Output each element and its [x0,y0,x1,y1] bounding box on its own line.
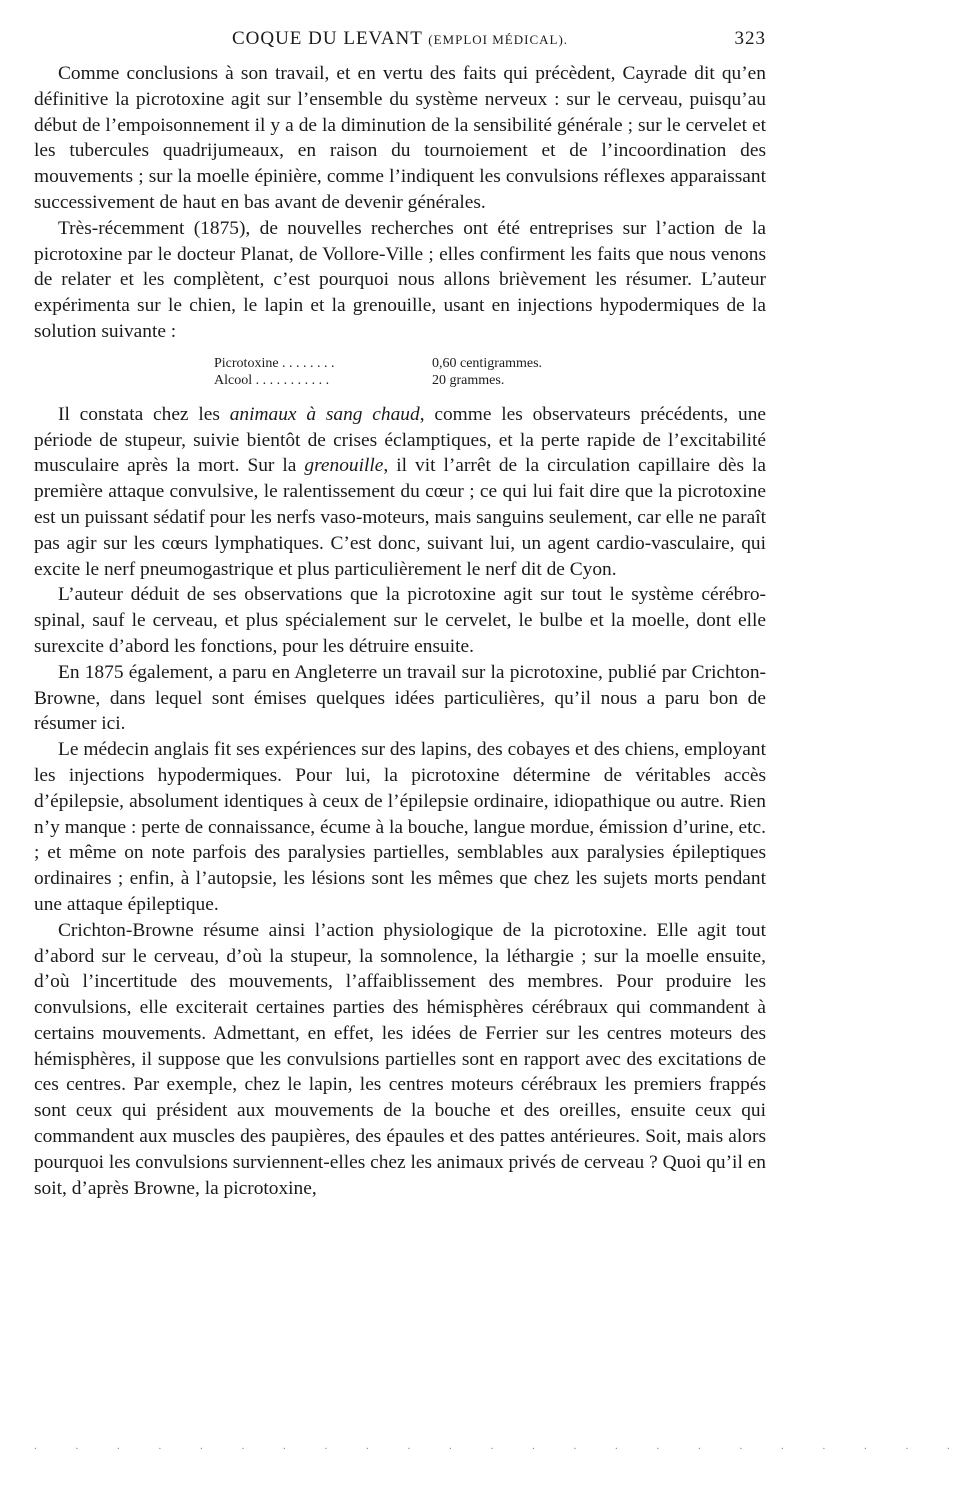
formula-quantity: 20 grammes. [432,372,505,388]
formula-block [214,355,766,389]
formula-row [214,372,766,389]
paragraph-english-experiments: Le médecin anglais fit ses expériences sur des lapins, des cobayes et des chiens, employant les injections hypodermiques. Pour lui, la picrotoxine détermine de véritables accès d’épilepsie, absolument identiques à ceux de l’épilepsie ordinaire, idiopathique ou autre. Rien n’y manque : perte de connaissance, écume à la bouche, langue mordue, émission d’urine, etc. ; et même on note parfois des paralysies partielles, semblables aux paralysies épileptiques ordinaires ; enfin, à l’autopsie, les lésions sont les mêmes que chez les sujets morts pendant une attaque épileptique. [34,739,766,915]
formula-row [214,355,766,372]
page-number: 323 [734,28,766,49]
running-title-main: COQUE DU LEVANT [231,28,423,49]
paragraph-planat: Très-récemment (1875), de nouvelles recherches ont été entreprises sur l’action de la picrotoxine par le docteur Planat, de Vollore-Ville ; elles confirment les faits que nous venons de relater et les complètent, c’est pourquoi nous allons brièvement les résumer. L’auteur expérimenta sur le chien, le lapin et la grenouille, usant en injections hypodermiques de la solution suivante : [34,217,766,342]
text-run: , comme les observateurs précédents, une période de stupeur, suivie bientôt de crises éclamptiques, et la perte rapide de l’excitabilité musculaire après la mort. Sur la [34,403,766,477]
text-run: , il vit l’arrêt de la circulation capillaire dès la première attaque convulsive, le ralentissement du cœur ; ce qui lui fait dire que la picrotoxine est un puissant sédatif pour les nerfs vaso-moteurs, mais sanguins seulement, car elle ne paraît pas agir sur les cœurs lymphatiques. C’est donc, suivant lui, un agent cardio-vasculaire, qui excite le nerf pneumogastrique et plus particulièrement le nerf dit de Cyon. [34,455,767,580]
text-run: Il constata chez les [58,403,230,425]
formula-quantity: 0,60 centigrammes. [432,355,543,371]
formula-ingredient: Alcool . . . . . . . . . . . [214,372,330,388]
print-specks: . . . . . . . . . . . . . . . . . . . . . . . [34,1440,968,1452]
body-text [34,61,766,1201]
italic-term-grenouille: grenouille [304,455,384,477]
running-title [34,28,766,50]
formula-ingredient: Picrotoxine . . . . . . . . [214,355,335,371]
running-title-subtitle: (EMPLOI MÉDICAL). [428,32,569,47]
paragraph-observations [34,402,766,583]
paragraph-conclusions: Comme conclusions à son travail, et en vertu des faits qui précèdent, Cayrade dit qu’en définitive la picrotoxine agit sur l’ensemble du système nerveux : sur le cerveau, puisqu’au début de l’empoisonnement il y a de la diminution de la sensibilité générale ; sur le cervelet et les tubercules quadrijumeaux, en raison du tournoiement et de l’incoordination des mouvements ; sur la moelle épinière, comme l’indiquent les convulsions réflexes apparaissant successivement de haut en bas avant de devenir générales. [34,63,766,213]
paragraph-physiological-action: Crichton-Browne résume ainsi l’action physiologique de la picrotoxine. Elle agit tout d’abord sur le cerveau, d’où la stupeur, la somnolence, la léthargie ; sur la moelle ensuite, d’où l’incertitude des mouvements, l’affaiblissement des membres. Pour produire les convulsions, elle exciterait certaines parties des hémisphères cérébraux qui commandent à certains mouvements. Admettant, en effet, les idées de Ferrier sur les centres moteurs des hémisphères, il suppose que les convulsions partielles sont en rapport avec des excitations de ces centres. Par exemple, chez le lapin, les centres moteurs cérébraux les premiers frappés sont ceux qui président aux mouvements de la bouche et des oreilles, ensuite ceux qui commandent aux muscles des paupières, des épaules et des pattes antérieures. Soit, mais alors pourquoi les convulsions surviennent-elles chez les animaux privés de cerveau ? Quoi qu’il en soit, d’après Browne, la picrotoxine, [34,919,766,1199]
page-header [34,28,766,58]
paragraph-crichton-browne-intro: En 1875 également, a paru en Angleterre un travail sur la picrotoxine, publié par Crichton-Browne, dans lequel sont émises quelques idées particulières, qu’il nous a paru bon de résumer ici. [34,661,766,735]
italic-term-animaux: animaux à sang chaud [229,403,420,425]
paragraph-deduction: L’auteur déduit de ses observations que la picrotoxine agit sur tout le système cérébro-spinal, sauf le cerveau, et plus spécialement sur le cervelet, le bulbe et la moelle, dont elle surexcite d’abord les fonctions, pour les détruire ensuite. [34,584,766,657]
